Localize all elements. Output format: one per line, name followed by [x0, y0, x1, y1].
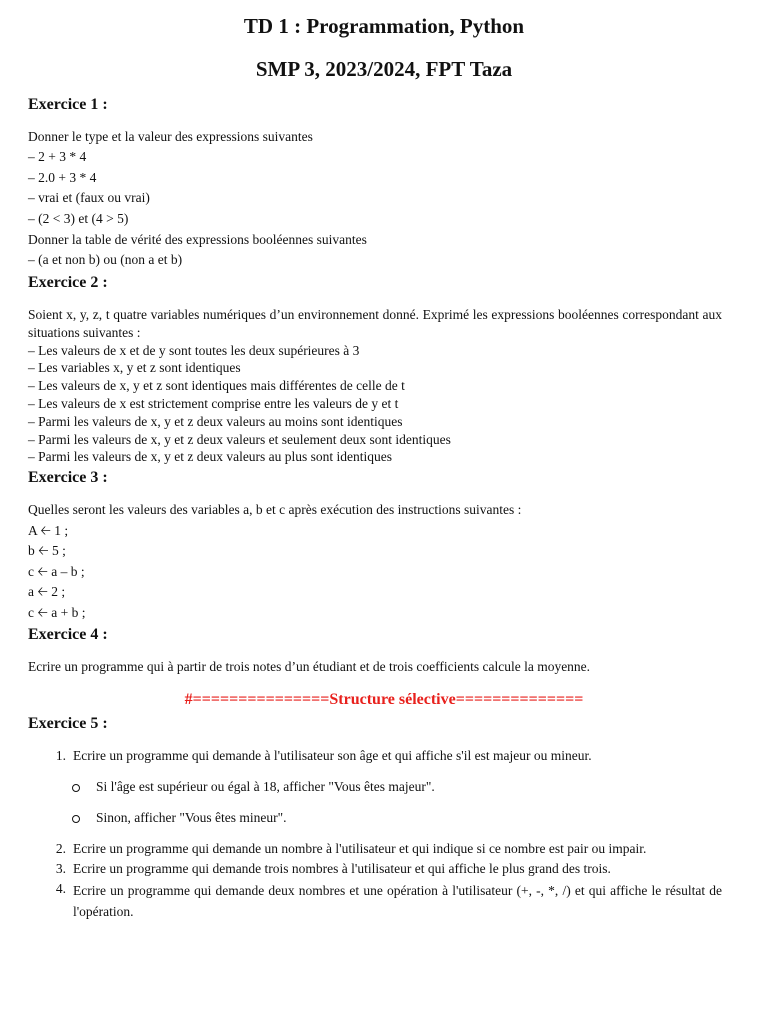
- exercise-1-item: – (2 < 3) et (4 > 5): [28, 211, 129, 226]
- exercise-5-item: Ecrire un programme qui demande à l'utilisateur son âge et qui affiche s'il est majeur ou mineur.: [73, 748, 592, 763]
- left-arrow-icon: 🡠: [37, 585, 48, 600]
- bullet-circle-icon: [72, 815, 80, 823]
- exercise-3-heading: Exercice 3 :: [28, 469, 108, 486]
- instruction-line: [28, 563, 85, 582]
- exercise-1-heading: Exercice 1 :: [28, 96, 108, 113]
- exercise-4-text: Ecrire un programme qui à partir de trois notes d’un étudiant et de trois coefficients calcule la moyenne.: [28, 659, 591, 674]
- exercise-2-item: – Les variables x, y et z sont identiques: [28, 360, 241, 375]
- exercise-3-intro: Quelles seront les valeurs des variables a, b et c après exécution des instructions suivantes :: [28, 502, 522, 517]
- instruction-var: a: [28, 584, 34, 599]
- exercise-5-subitem: Si l'âge est supérieur ou égal à 18, afficher "Vous êtes majeur".: [96, 779, 435, 794]
- list-number: 1.: [55, 748, 66, 763]
- instruction-expr: 5 ;: [52, 543, 66, 558]
- exercise-1-item: – 2 + 3 * 4: [28, 149, 87, 164]
- instruction-line: [28, 522, 68, 541]
- exercise-2-item: – Les valeurs de x et de y sont toutes les deux supérieures à 3: [28, 343, 360, 358]
- exercise-5-item: Ecrire un programme qui demande trois nombres à l'utilisateur et qui affiche le plus grand des trois.: [73, 861, 611, 876]
- exercise-5-item: Ecrire un programme qui demande deux nombres et une opération à l'utilisateur (+, -, *, /) et qui affiche le résultat de l'opération.: [73, 883, 722, 919]
- instruction-var: c: [28, 605, 34, 620]
- instruction-line: [28, 583, 65, 602]
- exercise-5-subitem: Sinon, afficher "Vous êtes mineur".: [96, 810, 287, 825]
- page-subtitle: SMP 3, 2023/2024, FPT Taza: [255, 57, 513, 81]
- instruction-expr: 1 ;: [54, 523, 69, 538]
- list-number: 3.: [55, 861, 66, 876]
- exercise-2-heading: Exercice 2 :: [28, 274, 108, 291]
- exercise-1-intro: Donner le type et la valeur des expressions suivantes: [28, 129, 313, 144]
- exercise-4-heading: Exercice 4 :: [28, 626, 108, 643]
- exercise-1-item: – vrai et (faux ou vrai): [28, 190, 150, 205]
- instruction-var: A: [28, 523, 38, 538]
- left-arrow-icon: 🡠: [37, 606, 48, 621]
- left-arrow-icon: 🡠: [38, 544, 49, 559]
- instruction-var: c: [28, 564, 34, 579]
- exercise-1-truth-item: – (a et non b) ou (non a et b): [28, 252, 183, 267]
- instruction-expr: 2 ;: [51, 584, 66, 599]
- section-separator: #===============Structure sélective==============: [184, 691, 584, 708]
- exercise-2-intro: Soient x, y, z, t quatre variables numériques d’un environnement donné. Exprimé les expressions booléennes correspondant aux situations suivantes :: [28, 307, 722, 340]
- exercise-2-item: – Les valeurs de x est strictement comprise entre les valeurs de y et t: [28, 396, 399, 411]
- exercise-1-item: – 2.0 + 3 * 4: [28, 170, 97, 185]
- page-title: TD 1 : Programmation, Python: [243, 14, 525, 38]
- instruction-var: b: [28, 543, 35, 558]
- exercise-2-item: – Parmi les valeurs de x, y et z deux valeurs au moins sont identiques: [28, 414, 403, 429]
- exercise-2-item: – Parmi les valeurs de x, y et z deux valeurs au plus sont identiques: [28, 449, 393, 464]
- list-number: 2.: [55, 841, 66, 856]
- instruction-expr: a – b ;: [51, 564, 85, 579]
- exercise-2-item: – Les valeurs de x, y et z sont identiques mais différentes de celle de t: [28, 378, 405, 393]
- instruction-line: [28, 542, 66, 561]
- left-arrow-icon: 🡠: [40, 524, 51, 539]
- bullet-circle-icon: [72, 784, 80, 792]
- exercise-5-heading: Exercice 5 :: [28, 715, 108, 732]
- exercise-5-item: Ecrire un programme qui demande un nombre à l'utilisateur et qui indique si ce nombre est pair ou impair.: [73, 841, 647, 856]
- exercise-1-truth-intro: Donner la table de vérité des expressions booléennes suivantes: [28, 232, 367, 247]
- list-number: 4.: [55, 881, 66, 896]
- instruction-line: [28, 604, 86, 623]
- instruction-expr: a + b ;: [51, 605, 86, 620]
- exercise-2-item: – Parmi les valeurs de x, y et z deux valeurs et seulement deux sont identiques: [28, 432, 451, 447]
- left-arrow-icon: 🡠: [37, 565, 48, 580]
